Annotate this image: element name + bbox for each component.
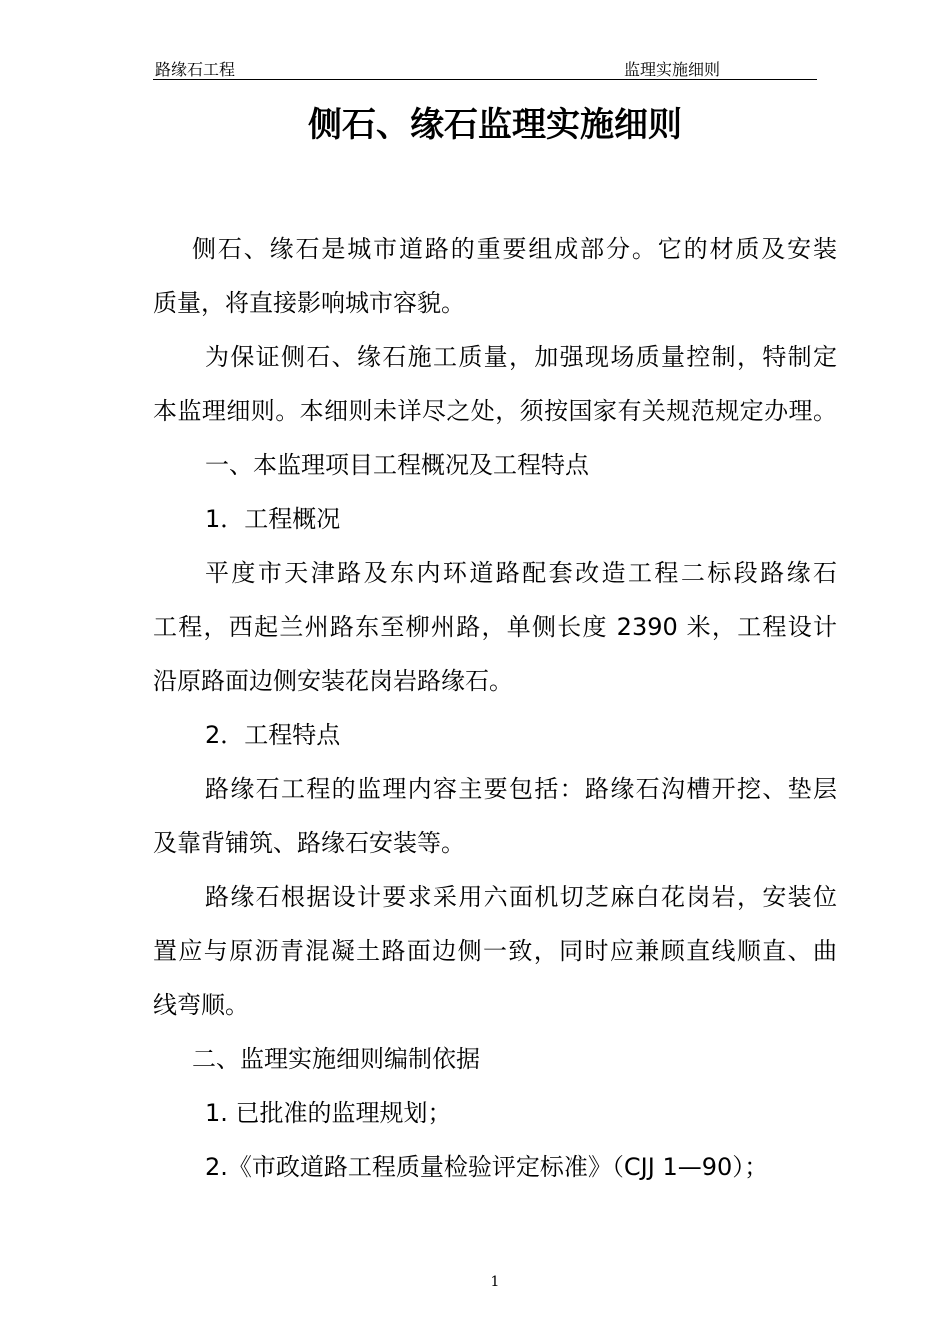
paragraph-line: 本监理细则。本细则未详尽之处，须按国家有关规范规定办理。	[153, 397, 837, 425]
subsection-heading-1-1: 1．工程概况	[205, 505, 341, 533]
paragraph-line: 侧石、缘石是城市道路的重要组成部分。它的材质及安装	[192, 235, 837, 263]
section-heading-1: 一、本监理项目工程概况及工程特点	[205, 451, 589, 479]
subsection-heading-1-2: 2．工程特点	[205, 721, 341, 749]
list-item: 1. 已批准的监理规划；	[205, 1099, 452, 1127]
paragraph-line: 线弯顺。	[153, 991, 249, 1019]
paragraph-line: 沿原路面边侧安装花岗岩路缘石。	[153, 667, 513, 695]
section-heading-2: 二、监理实施细则编制依据	[192, 1045, 480, 1073]
list-item: 2.《市政道路工程质量检验评定标准》（CJJ 1—90）；	[205, 1153, 769, 1181]
header-rule	[153, 79, 817, 80]
paragraph-line: 工程，西起兰州路东至柳州路，单侧长度 2390 米，工程设计	[153, 613, 837, 641]
paragraph-line: 路缘石根据设计要求采用六面机切芝麻白花岗岩，安装位	[205, 883, 837, 911]
paragraph-line: 路缘石工程的监理内容主要包括：路缘石沟槽开挖、垫层	[205, 775, 837, 803]
page-number: 1	[490, 1274, 500, 1290]
paragraph-line: 及靠背铺筑、路缘石安装等。	[153, 829, 465, 857]
header-left-text: 路缘石工程	[155, 60, 236, 79]
paragraph-line: 质量，将直接影响城市容貌。	[153, 289, 465, 317]
header-right-text: 监理实施细则	[624, 60, 721, 79]
paragraph-line: 为保证侧石、缘石施工质量，加强现场质量控制，特制定	[205, 343, 837, 371]
paragraph-line: 平度市天津路及东内环道路配套改造工程二标段路缘石	[205, 559, 837, 587]
document-title: 侧石、缘石监理实施细则	[308, 105, 682, 145]
paragraph-line: 置应与原沥青混凝土路面边侧一致，同时应兼顾直线顺直、曲	[153, 937, 837, 965]
